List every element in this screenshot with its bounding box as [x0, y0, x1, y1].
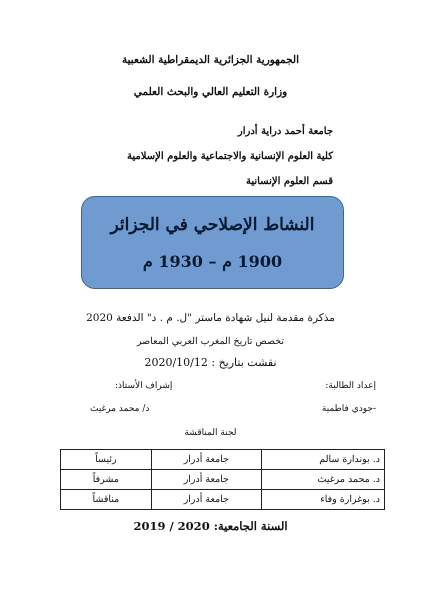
department-line: قسم العلوم الإنسانية — [245, 176, 333, 187]
member-university: جامعة أدرار — [151, 450, 261, 470]
degree-line: مذكرة مقدمة لنيل شهادة ماستر "ل. م . د" الدفعة 2020 — [86, 312, 335, 324]
thesis-title-box — [81, 196, 344, 289]
defense-date: نقشت بتاريخ : 2020/10/12 — [144, 356, 277, 369]
academic-year-value: 2019 / 2020 — [133, 519, 210, 533]
republic-line: الجمهورية الجزائرية الديمقراطية الشعبية — [121, 54, 299, 66]
table-row — [61, 490, 385, 510]
table-row — [61, 470, 385, 490]
member-name: د. محمد مرغيث — [261, 470, 384, 490]
table-row — [61, 450, 385, 470]
university-line: جامعة أحمد دراية أدرار — [237, 126, 333, 137]
student-label: إعداد الطالبة: — [325, 381, 376, 391]
thesis-title: النشاط الإصلاحي في الجزائر — [110, 215, 315, 235]
committee-label: لجنة المناقشة — [184, 428, 237, 438]
member-university: جامعة أدرار — [151, 470, 261, 490]
ministry-line: وزارة التعليم العالي والبحث العلمي — [133, 86, 288, 98]
academic-year — [0, 519, 421, 533]
faculty-line: كلية العلوم الإنسانية والاجتماعية والعلوم الإسلامية — [127, 151, 333, 162]
member-role: مناقشاً — [61, 490, 152, 510]
supervisor-name: د/ محمد مرغيث — [90, 404, 150, 414]
academic-year-label: السنة الجامعية: — [213, 519, 288, 533]
member-role: رئيساً — [61, 450, 152, 470]
supervisor-label: إشراف الأستاذ: — [115, 381, 173, 391]
member-name: د. بوندارة سالم — [261, 450, 384, 470]
thesis-period: 1900 م – 1930 م — [142, 252, 283, 271]
specialty-line: تخصص تاريخ المغرب العربي المعاصر — [136, 336, 285, 347]
member-name: د. بوغرارة وفاء — [261, 490, 384, 510]
committee-table — [60, 449, 385, 510]
member-role: مشرفاً — [61, 470, 152, 490]
student-name: -جودي فاطمية — [321, 404, 376, 414]
member-university: جامعة أدرار — [151, 490, 261, 510]
